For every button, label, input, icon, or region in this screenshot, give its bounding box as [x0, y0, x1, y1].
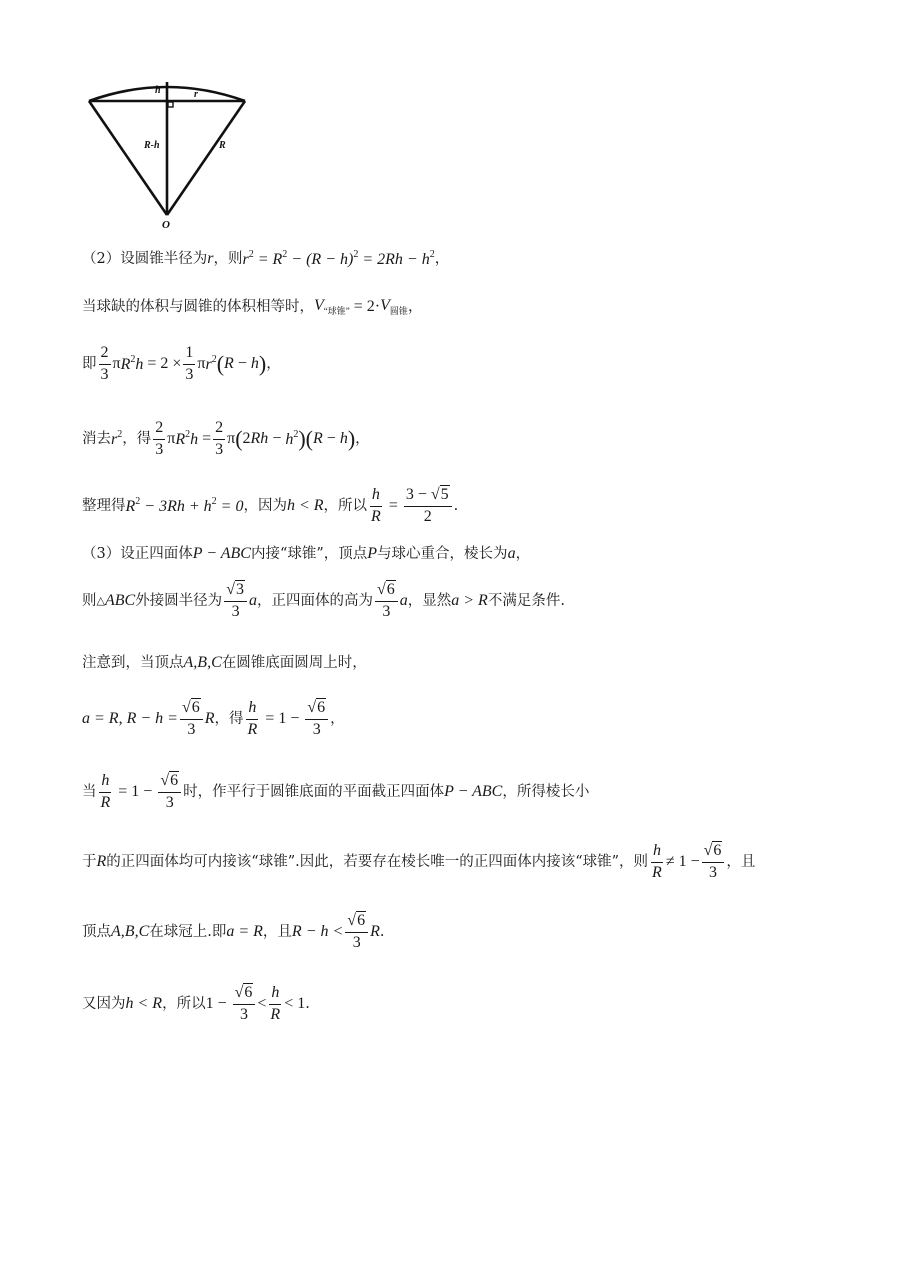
- text: 当球缺的体积与圆锥的体积相等时，: [82, 298, 314, 315]
- line-11: 于 R 的正四面体均可内接该“球锥”.因此，若要存在棱长唯一的正四面体内接该“球锥”，则 $\frac{h}{R}$ ≠ 1 − $\frac{√6}{3}$ ，且: [82, 842, 756, 881]
- text: ，正四面体的高为: [256, 593, 373, 610]
- line-6: （3）设正四面体 P − ABC 内接“球锥”，顶点 P 与球心重合，棱长为 a ，: [82, 545, 531, 562]
- text: 与球心重合，棱长为: [377, 545, 508, 562]
- text: ，: [434, 250, 450, 267]
- line-3: 即 $\frac{2}{3}$ π $R^2h$ = 2 × $\frac{1}{3}$ π $r^2$ ( R − h ) ，: [82, 344, 281, 383]
- spherical-cone-diagram: [82, 70, 262, 235]
- text: ，: [407, 298, 423, 315]
- text: 的正四面体均可内接该“球锥”.因此，若要存在棱长唯一的正四面体内接该“球锥”，则: [106, 854, 649, 871]
- text: ，得: [122, 431, 152, 448]
- text: ，且: [262, 924, 292, 941]
- text: ，: [266, 356, 281, 373]
- line-9: a = R, R − h = $\frac{√6}{3}$ R ，得 $\frac{h}{R}$ = 1 − $\frac{√6}{3}$ ，: [82, 699, 345, 738]
- subscript: 圆锥: [389, 306, 408, 316]
- line-2: 当球缺的体积与圆锥的体积相等时， $V_{“球锥”}$ = 2· $V_{圆锥}$ ，: [82, 297, 423, 316]
- text: ，: [330, 711, 345, 728]
- text: 则: [82, 593, 97, 610]
- text: 整理得: [82, 498, 126, 515]
- text: ，: [515, 545, 531, 562]
- text: 内接“球锥”，顶点: [250, 545, 368, 562]
- text: ，因为: [243, 498, 287, 515]
- text: ，: [355, 431, 370, 448]
- text: 消去: [82, 431, 111, 448]
- diagram-label-r: r: [194, 89, 198, 100]
- text: （3）设正四面体: [82, 545, 193, 562]
- text: 时，作平行于圆锥底面的平面截正四面体: [183, 784, 445, 801]
- line-1: （2）设圆锥半径为 r ，则 $r^2 = R^2 - (R - h)^2 = 2Rh - h^2$ ，: [82, 249, 450, 268]
- text: 外接圆半径为: [135, 593, 223, 610]
- text: 即: [82, 356, 97, 373]
- line-7: 则 △ ABC 外接圆半径为 $\frac{√3}{3}$ a ，正四面体的高为 $\frac{√6}{3}$ a ，显然 a > R 不满足条件.: [82, 581, 565, 620]
- text: 顶点: [82, 924, 111, 941]
- text: 在球冠上.即: [149, 924, 227, 941]
- formula-r-squared: $r^2 = R^2 - (R - h)^2 = 2Rh - h^2$: [242, 249, 435, 268]
- text: 不满足条件.: [487, 593, 565, 610]
- text: 注意到，当顶点: [82, 654, 184, 671]
- diagram-label-O: O: [162, 219, 170, 231]
- diagram-label-h: h: [155, 85, 161, 96]
- line-13: 又因为 h < R ，所以 1 − $\frac{√6}{3}$ < $\frac{h}{R}$ < 1 .: [82, 984, 310, 1023]
- text: ，则: [213, 250, 243, 267]
- text: 又因为: [82, 996, 126, 1013]
- text: .: [305, 996, 310, 1013]
- line-10: 当 $\frac{h}{R}$ = 1 − $\frac{√6}{3}$ 时，作平行于圆锥底面的平面截正四面体 P − ABC ，所得棱长小: [82, 772, 590, 811]
- text: ，所以: [323, 498, 368, 515]
- diagram-label-r-minus-h: R-h: [144, 140, 160, 151]
- text: 在圆锥底面圆周上时，: [221, 654, 367, 671]
- text: .: [453, 498, 459, 515]
- line-12: 顶点 A,B,C 在球冠上.即 a = R ，且 R − h < $\frac{√6}{3}$ R .: [82, 912, 385, 951]
- text: ，所得棱长小: [502, 784, 590, 801]
- text: （2）设圆锥半径为: [82, 250, 208, 267]
- text: ，所以: [162, 996, 206, 1013]
- text: ，得: [214, 711, 244, 728]
- diagram-label-R: R: [219, 140, 226, 151]
- text: ，显然: [407, 593, 452, 610]
- text: 当: [82, 784, 97, 801]
- text: .: [379, 924, 385, 941]
- text: 于: [82, 854, 97, 871]
- line-4: 消去 $r^2$ ，得 $\frac{2}{3}$ π $R^2h$ = $\frac{2}{3}$ π ( 2 Rh − $h^2$ ) ( R − h ) ，: [82, 419, 370, 458]
- line-8: 注意到，当顶点 A,B,C 在圆锥底面圆周上时，: [82, 654, 367, 671]
- line-5: 整理得 $R^2 - 3Rh + h^2 = 0$ ，因为 h < R ，所以 $\frac{h}{R}$ = $\frac{3 - √5}{2}$ .: [82, 486, 459, 525]
- subscript: “球锥”: [323, 306, 350, 316]
- text: ，且: [726, 854, 756, 871]
